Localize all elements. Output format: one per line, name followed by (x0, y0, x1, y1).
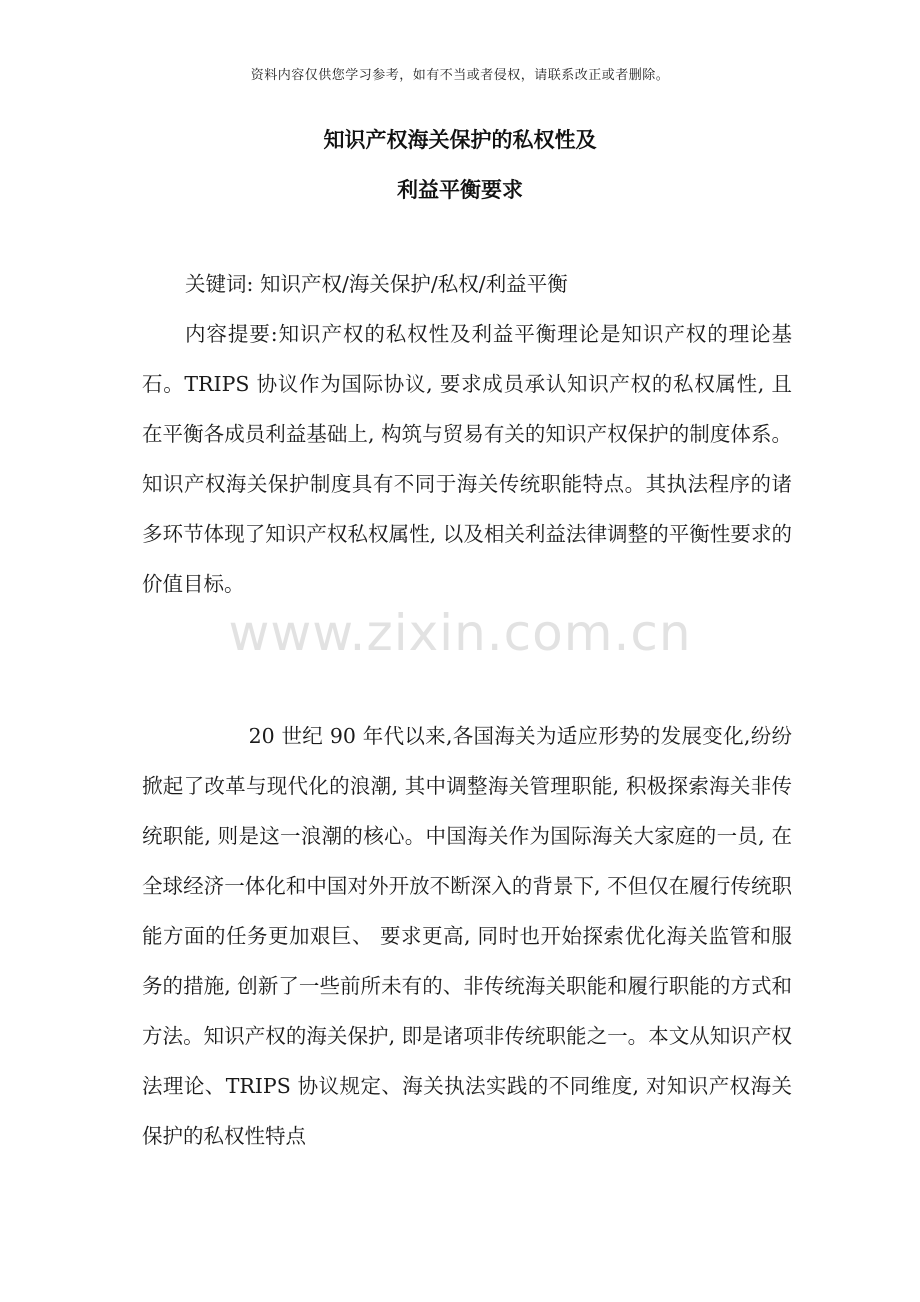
watermark-text: www.zixin.com.cn (228, 604, 692, 662)
body-paragraph: 20 世纪 90 年代以来,各国海关为适应形势的发展变化,纷纷掀起了改革与现代化的浪潮, 其中调整海关管理职能, 积极探索海关非传统职能, 则是这一浪潮的核心。中国海关作为国际海关大家庭的一员, 在全球经济一体化和中国对外开放不断深入的背景下, 不但仅在履行传统职能方面的任务更加艰巨、 要求更高, 同时也开始探索优化海关监管和服务的措施, 创新了一些前所未有的、非传统海关职能和履行职能的方式和方法。知识产权的海关保护, 即是诸项非传统职能之一。本文从知识产权法理论、TRIPS 协议规定、海关执法实践的不同维度, 对知识产权海关保护的私权性特点 (142, 724, 792, 1148)
document-title-line-2: 利益平衡要求 (397, 178, 523, 202)
disclaimer-note: 资料内容仅供您学习参考，如有不当或者侵权，请联系改正或者删除。 (250, 68, 670, 83)
keywords-line: 关键词: 知识产权/海关保护/私权/利益平衡 (185, 272, 568, 296)
document-title-line-1: 知识产权海关保护的私权性及 (323, 128, 597, 152)
abstract-paragraph: 内容提要:知识产权的私权性及利益平衡理论是知识产权的理论基石。TRIPS 协议作为国际协议, 要求成员承认知识产权的私权属性, 且在平衡各成员利益基础上, 构筑与贸易有关的知识产权保护的制度体系。知识产权海关保护制度具有不同于海关传统职能特点。其执法程序的诸多环节体现了知识产权私权属性, 以及相关利益法律调整的平衡性要求的价值目标。 (142, 322, 792, 596)
